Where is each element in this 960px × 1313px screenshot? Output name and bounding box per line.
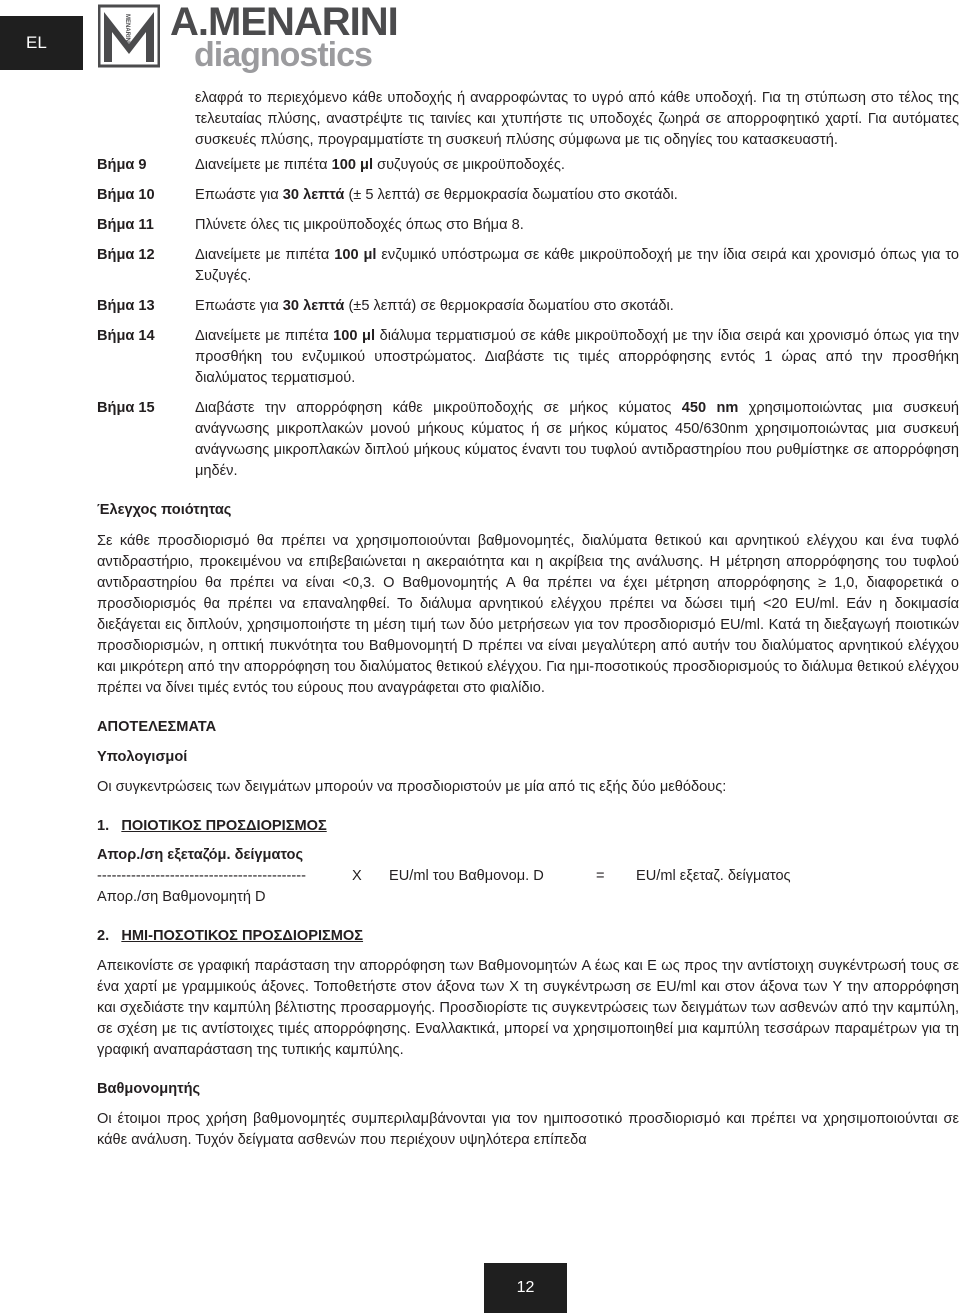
step-label-11: Βήμα 11: [97, 217, 154, 233]
step-text-10: Επωάστε για 30 λεπτά (± 5 λεπτά) σε θερμοκρασία δωματίου στο σκοτάδι.: [195, 187, 678, 203]
formula-numerator: Απορ./ση εξεταζόμ. δείγματος: [97, 847, 304, 863]
step-label-14: Βήμα 14: [97, 328, 155, 344]
qc-paragraph: Σε κάθε προσδιορισμό θα πρέπει να χρησιμοποιούνται βαθμονομητές, διαλύματα θετικού και αρνητικού ελέγχου και ένα τυφλό αντιδραστήριο, προκειμένου να επιβεβαιώνεται η ακεραιότητα και η ακρίβεια της ανάλυσης. Η μέτρηση απορρόφησης του τυφλού αντιδραστηρίου θα πρέπει να είναι <0,3. Ο Βαθμονομητής A θα πρέπει να έχει μέτρηση απορρόφησης ≥ 1,0, διαφορετικά ο προσδιορισμός θα πρέπει να επαναληφθεί. Το διάλυμα αρνητικού ελέγχου πρέπει να δώσει τιμή <20 EU/ml. Εάν η δοκιμασία διεξάγεται εις διπλούν, χρησιμοποιήστε τη μέση τιμή των δύο μετρήσεων για τον προσδιορισμό EU/ml. Κατά τη διεξαγωγή ποιοτικών προσδιορισμών, η οπτική πυκνότητα του Βαθμονομητή D πρέπει να είναι μεγαλύτερη από αυτήν του διαλύματος αρνητικού ελέγχου και μικρότερη από την απορρόφηση του διαλύματος θετικού ελέγχου. Για ημι-ποσοτικούς προσδιορισμούς το διάλυμα θετικού ελέγχου πρέπει να δίνει τιμές εντός του εύρους που αναγράφεται στο φιαλίδιο.: [97, 533, 959, 696]
formula-line-row: [97, 866, 959, 887]
step-label-9: Βήμα 9: [97, 157, 147, 173]
method-1-heading: 1. ΠΟΙΟΤΙΚΟΣ ΠΡΟΣΔΙΟΡΙΣΜΟΣ: [97, 818, 327, 834]
formula-multiply: X: [352, 868, 362, 884]
method-2-heading: 2. ΗΜΙ-ΠΟΣΟΤΙΚΟΣ ΠΡΟΣΔΙΟΡΙΣΜΟΣ: [97, 928, 364, 944]
step-text-11: Πλύνετε όλες τις μικροϋποδοχές όπως στο Βήμα 8.: [195, 217, 524, 233]
step-label-12: Βήμα 12: [97, 247, 155, 263]
step-label-10: Βήμα 10: [97, 187, 155, 203]
step-text-14: Διανείμετε με πιπέτα 100 μl διάλυμα τερματισμού σε κάθε μικροϋποδοχή με την ίδια σειρά και χρονισμό όπως για την προσθήκη του ενζυμικού υποστρώματος. Διαβάστε τις τιμές απορρόφησης εντός 1 ώρας από την προσθήκη διαλύματος τερματισμού.: [195, 328, 959, 386]
calculations-heading: Υπολογισμοί: [97, 749, 188, 765]
step-text-15: Διαβάστε την απορρόφηση κάθε μικροϋποδοχής σε μήκος κύματος 450 nm χρησιμοποιώντας μια συσκευή ανάγνωσης μικροπλακών μονού μήκους κύματος ή σε μήκος κύματος 450/630nm χρησιμοποιώντας μια συσκευή ανάγνωσης μικροπλακών διπλού μήκους κύματος έναντι του τυφλού αντιδραστηρίου που ρυθμίστηκε σε απορρόφηση μηδέν.: [195, 400, 960, 479]
intro-paragraph: ελαφρά το περιεχόμενο κάθε υποδοχής ή αναρροφώντας το υγρό από κάθε υποδοχή. Για τη στύπωση στο τέλος της τελευταίας πλύσης, αναστρέψτε τις ταινίες και χτυπήστε τις υποδοχές ζωηρά σε απορροφητικό χαρτί. Για αυτόματες συσκευές πλύσης, προγραμματίστε τη συσκευή πλύσης σύμφωνα με τις οδηγίες του κατασκευαστή.: [195, 90, 959, 148]
logo-mark-text: MENARINI: [124, 14, 130, 44]
step-text-12: Διανείμετε με πιπέτα 100 μl ενζυμικό υπόστρωμα σε κάθε μικροϋποδοχή με την ίδια σειρά και χρονισμό όπως για το Συζυγές.: [195, 247, 960, 284]
calculations-paragraph: Οι συγκεντρώσεις των δειγμάτων μπορούν να προσδιοριστούν με μία από τις εξής δύο μεθόδους:: [97, 779, 727, 795]
brand-subtitle: diagnostics: [194, 36, 372, 74]
language-tab: [0, 16, 83, 70]
step-row-14: [97, 326, 959, 389]
brand-logo: [98, 0, 418, 74]
step-label-13: Βήμα 13: [97, 298, 155, 314]
intro-row: [97, 88, 959, 151]
formula-equals: =: [596, 868, 605, 884]
step-row-10: [97, 185, 959, 206]
formula-calibrator: EU/ml του Βαθμονομ. D: [389, 868, 544, 884]
document-body: [97, 88, 959, 1151]
step-row-9: [97, 155, 959, 176]
step-text-9: Διανείμετε με πιπέτα 100 μl συζυγούς σε μικροϋποδοχές.: [195, 157, 565, 173]
formula-fraction-line: -------------------------------------------: [97, 868, 306, 884]
results-heading: ΑΠΟΤΕΛΕΣΜΑΤΑ: [97, 719, 217, 735]
page-number: 12: [484, 1263, 567, 1313]
step-label-15: Βήμα 15: [97, 400, 155, 416]
step-row-11: [97, 215, 959, 236]
brand-name: A.MENARINI: [170, 0, 398, 44]
step-row-15: [97, 398, 959, 482]
step-row-13: [97, 296, 959, 317]
menarini-logo-icon: [98, 4, 160, 68]
step-text-13: Επωάστε για 30 λεπτά (±5 λεπτά) σε θερμοκρασία δωματίου στο σκοτάδι.: [195, 298, 674, 314]
formula-denominator: Απορ./ση Βαθμονομητή D: [97, 889, 266, 905]
formula-result: EU/ml εξεταζ. δείγματος: [636, 868, 791, 884]
calibrator-heading: Βαθμονομητής: [97, 1081, 201, 1097]
qc-heading: Έλεγχος ποιότητας: [97, 502, 232, 518]
calibrator-paragraph: Οι έτοιμοι προς χρήση βαθμονομητές συμπεριλαμβάνονται για τον ημιποσοτικό προσδιορισμό και πρέπει να χρησιμοποιούνται σε κάθε ανάλυση. Τυχόν δείγματα ασθενών που περιέχουν υψηλότερα επίπεδα: [97, 1111, 959, 1148]
step-row-12: [97, 245, 959, 287]
language-code: EL: [26, 33, 47, 52]
method-2-paragraph: Απεικονίστε σε γραφική παράσταση την απορρόφηση των Βαθμονομητών A έως και E ως προς την αντίστοιχη συγκέντρωσή τους σε ένα χαρτί με γραμμικούς άξονες. Τοποθετήστε στον άξονα των X τη συγκέντρωση σε EU/ml και στον άξονα των Y την απορρόφηση και σχεδιάστε την καμπύλη βέλτιστης προσαρμογής. Προσδιορίστε τις συγκεντρώσεις των δειγμάτων των ασθενών από την καμπύλη, σε σχέση με τις αντίστοιχες τιμές απορρόφησης. Εναλλακτικά, μπορεί να χρησιμοποιηθεί μια καμπύλη τεσσάρων παραμέτρων για τη γραφική αναπαράσταση της τυπικής καμπύλης.: [97, 958, 959, 1058]
